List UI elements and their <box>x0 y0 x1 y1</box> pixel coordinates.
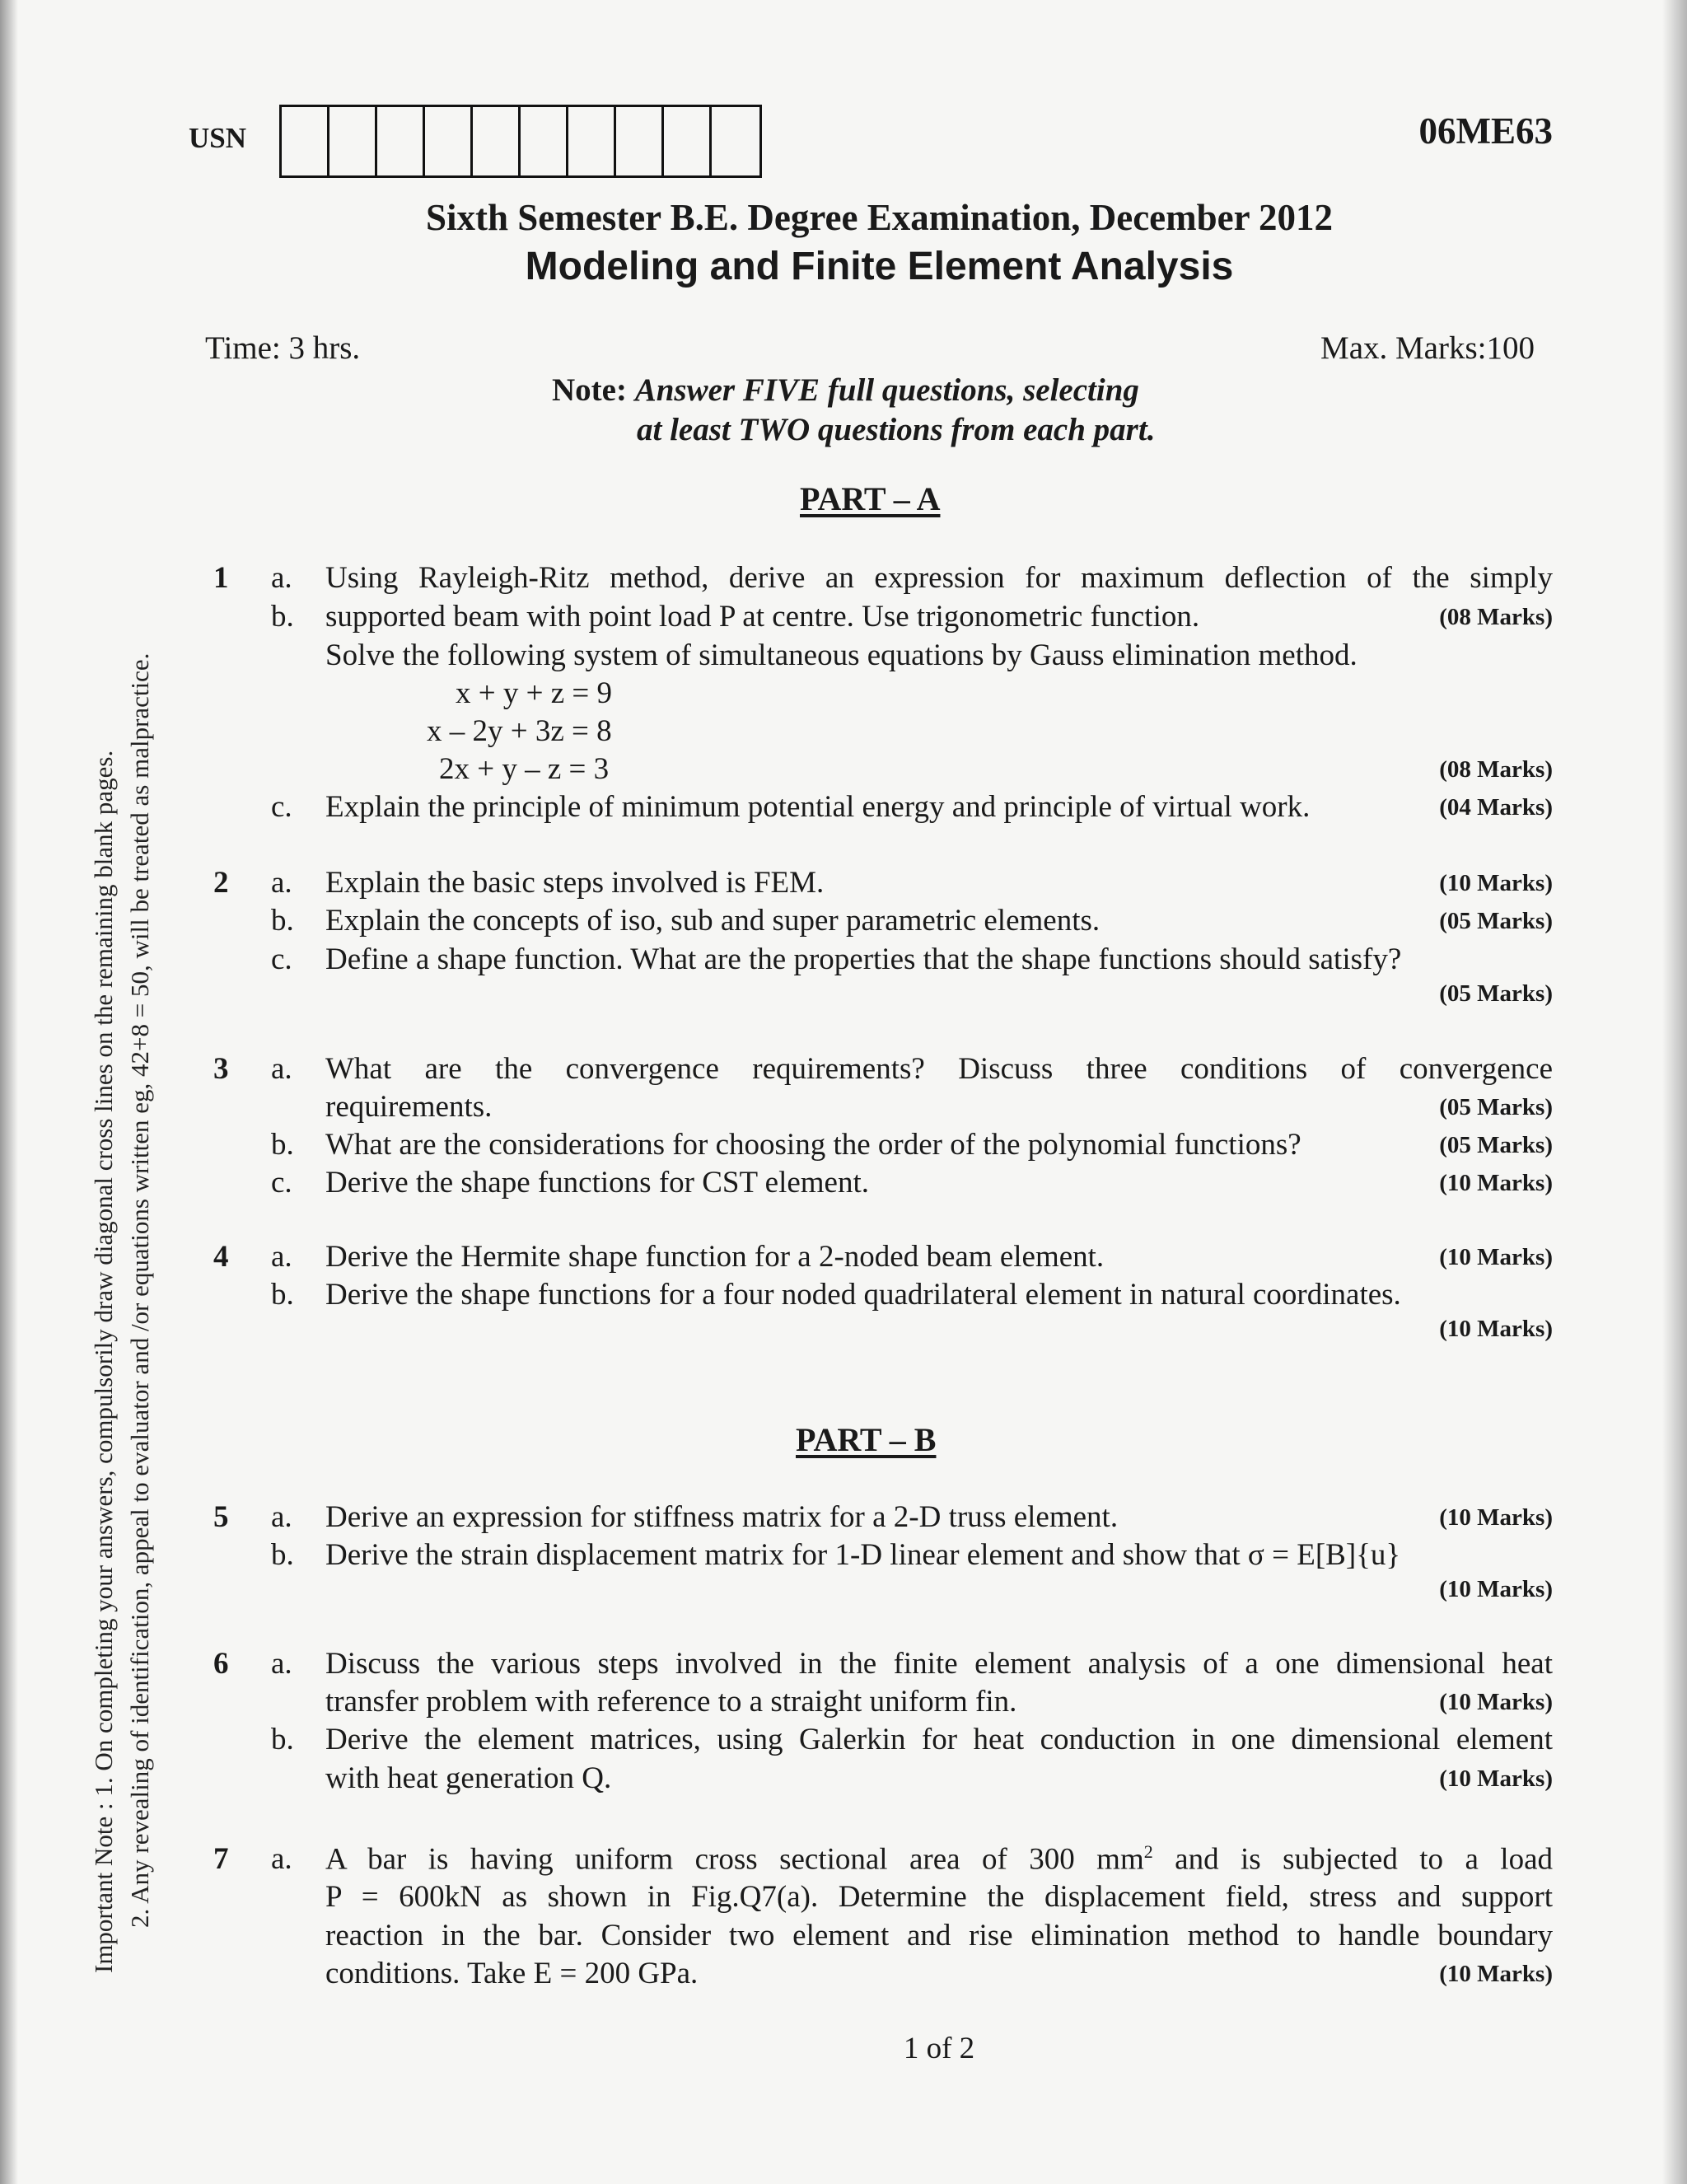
marks: (04 Marks) <box>1439 794 1553 821</box>
question-text: conditions. Take E = 200 GPa. <box>325 1957 699 1990</box>
usn-cell <box>329 107 377 175</box>
question-number: 5 <box>213 1500 229 1534</box>
sub-label: c. <box>271 942 292 976</box>
question-number: 1 <box>213 561 229 595</box>
important-note-line-1: Important Note : 1. On completing your answers, compulsorily draw diagonal cross lines on the remaining blank pages. <box>89 750 118 1973</box>
marks: (05 Marks) <box>1439 908 1553 934</box>
question-text: requirements. <box>325 1090 493 1124</box>
sub-label: a. <box>271 1842 292 1876</box>
question-text: Derive the shape functions for CST element. <box>325 1166 870 1200</box>
time-allowed: Time: 3 hrs. <box>205 330 361 366</box>
question-text: supported beam with point load P at centre. Use trigonometric function. <box>325 600 1200 634</box>
equation: 2x + y – z = 3 <box>439 752 610 786</box>
sub-label: b. <box>271 1538 294 1572</box>
question-text: Explain the principle of minimum potential energy and principle of virtual work. <box>325 790 1311 824</box>
usn-cell <box>712 107 759 175</box>
important-note-line-2: 2. Any revealing of identification, appeal to evaluator and /or equations written eg, 42+8 = 50, will be treated as malpractice. <box>125 652 154 1928</box>
note-line-1: Answer FIVE full questions, selecting <box>634 372 1139 408</box>
max-marks: Max. Marks:100 <box>1320 330 1535 366</box>
sub-label: a. <box>271 1052 292 1086</box>
sub-label: b. <box>271 1128 294 1162</box>
question-text: reaction in the bar. Consider two element and rise elimination method to handle boundary <box>325 1919 1553 1953</box>
marks: (10 Marks) <box>1439 1689 1553 1715</box>
usn-cell <box>521 107 568 175</box>
marks: (10 Marks) <box>1439 1961 1553 1987</box>
usn-cell <box>616 107 664 175</box>
question-text: Derive an expression for stiffness matrix for a 2-D truss element. <box>325 1500 1119 1534</box>
sub-label: a. <box>271 866 292 900</box>
question-number: 2 <box>213 866 229 900</box>
instruction-note <box>552 371 1155 450</box>
usn-label: USN <box>189 122 247 154</box>
sub-label: b. <box>271 1278 294 1312</box>
marks: (05 Marks) <box>1439 1094 1553 1120</box>
part-a-heading: PART – A <box>800 480 941 517</box>
question-text: Using Rayleigh-Ritz method, derive an expression for maximum deflection of the simply <box>325 561 1553 595</box>
usn-cell <box>664 107 712 175</box>
question-text: Derive the strain displacement matrix for 1-D linear element and show that σ = E[B]{u} <box>325 1538 1401 1572</box>
superscript: 2 <box>1143 1841 1153 1862</box>
page-number: 1 of 2 <box>903 2032 975 2065</box>
subject-title: Modeling and Finite Element Analysis <box>525 245 1234 288</box>
question-number: 7 <box>213 1842 229 1876</box>
usn-cell <box>425 107 473 175</box>
question-text: P = 600kN as shown in Fig.Q7(a). Determine the displacement field, stress and support <box>325 1880 1553 1914</box>
question-text: Discuss the various steps involved in the finite element analysis of a one dimensional heat <box>325 1647 1553 1681</box>
scan-edge-shadow-right <box>1662 0 1687 2184</box>
marks: (05 Marks) <box>1439 1132 1553 1158</box>
sub-label: a. <box>271 561 292 595</box>
question-text: Define a shape function. What are the properties that the shape functions should satisfy? <box>325 942 1402 976</box>
sub-label: b. <box>271 904 294 938</box>
sub-label: b. <box>271 600 294 634</box>
sub-label: b. <box>271 1723 294 1756</box>
question-number: 6 <box>213 1647 229 1681</box>
question-text: What are the considerations for choosing the order of the polynomial functions? <box>325 1128 1301 1162</box>
question-number: 3 <box>213 1052 229 1086</box>
course-code: 06ME63 <box>1418 110 1553 152</box>
usn-cell <box>377 107 425 175</box>
question-text: with heat generation Q. <box>325 1761 612 1795</box>
marks: (10 Marks) <box>1439 1765 1553 1792</box>
usn-cell <box>568 107 616 175</box>
note-line-2: at least TWO questions from each part. <box>637 412 1156 447</box>
question-text <box>325 1841 1553 1877</box>
question-text: Derive the element matrices, using Galerkin for heat conduction in one dimensional element <box>325 1723 1553 1756</box>
question-text: What are the convergence requirements? Discuss three conditions of convergence <box>325 1052 1553 1086</box>
sub-label: c. <box>271 790 292 824</box>
marks: (10 Marks) <box>1439 870 1553 896</box>
exam-title: Sixth Semester B.E. Degree Examination, December 2012 <box>425 197 1334 238</box>
usn-box <box>279 105 762 178</box>
note-label: Note: <box>552 372 627 408</box>
question-text: Derive the Hermite shape function for a 2-noded beam element. <box>325 1240 1105 1274</box>
marks: (10 Marks) <box>1439 1170 1553 1196</box>
equation: x + y + z = 9 <box>456 676 613 710</box>
sub-label: a. <box>271 1647 292 1681</box>
usn-cell <box>473 107 521 175</box>
question-text: Derive the shape functions for a four noded quadrilateral element in natural coordinates. <box>325 1278 1401 1312</box>
marks: (08 Marks) <box>1439 756 1553 783</box>
sub-label: a. <box>271 1500 292 1534</box>
sub-label: a. <box>271 1240 292 1274</box>
question-text: Solve the following system of simultaneous equations by Gauss elimination method. <box>325 638 1358 672</box>
important-note-vertical <box>86 653 158 1973</box>
question-text: Explain the concepts of iso, sub and super parametric elements. <box>325 904 1101 938</box>
question-text-part: and is subjected to a load <box>1152 1842 1553 1877</box>
question-text-part: A bar is having uniform cross sectional area of 300 mm <box>325 1842 1144 1877</box>
question-text: transfer problem with reference to a straight uniform fin. <box>325 1685 1017 1719</box>
marks: (10 Marks) <box>1439 1504 1553 1531</box>
sub-label: c. <box>271 1166 292 1200</box>
scan-edge-shadow-left <box>0 0 18 2184</box>
usn-cell <box>282 107 329 175</box>
question-number: 4 <box>213 1240 229 1274</box>
marks: (05 Marks) <box>1439 980 1553 1007</box>
part-b-heading: PART – B <box>796 1421 937 1458</box>
marks: (10 Marks) <box>1439 1244 1553 1270</box>
marks: (08 Marks) <box>1439 604 1553 630</box>
marks: (10 Marks) <box>1439 1576 1553 1602</box>
equation: x – 2y + 3z = 8 <box>427 714 612 748</box>
question-text: Explain the basic steps involved is FEM. <box>325 866 825 900</box>
marks: (10 Marks) <box>1439 1316 1553 1342</box>
